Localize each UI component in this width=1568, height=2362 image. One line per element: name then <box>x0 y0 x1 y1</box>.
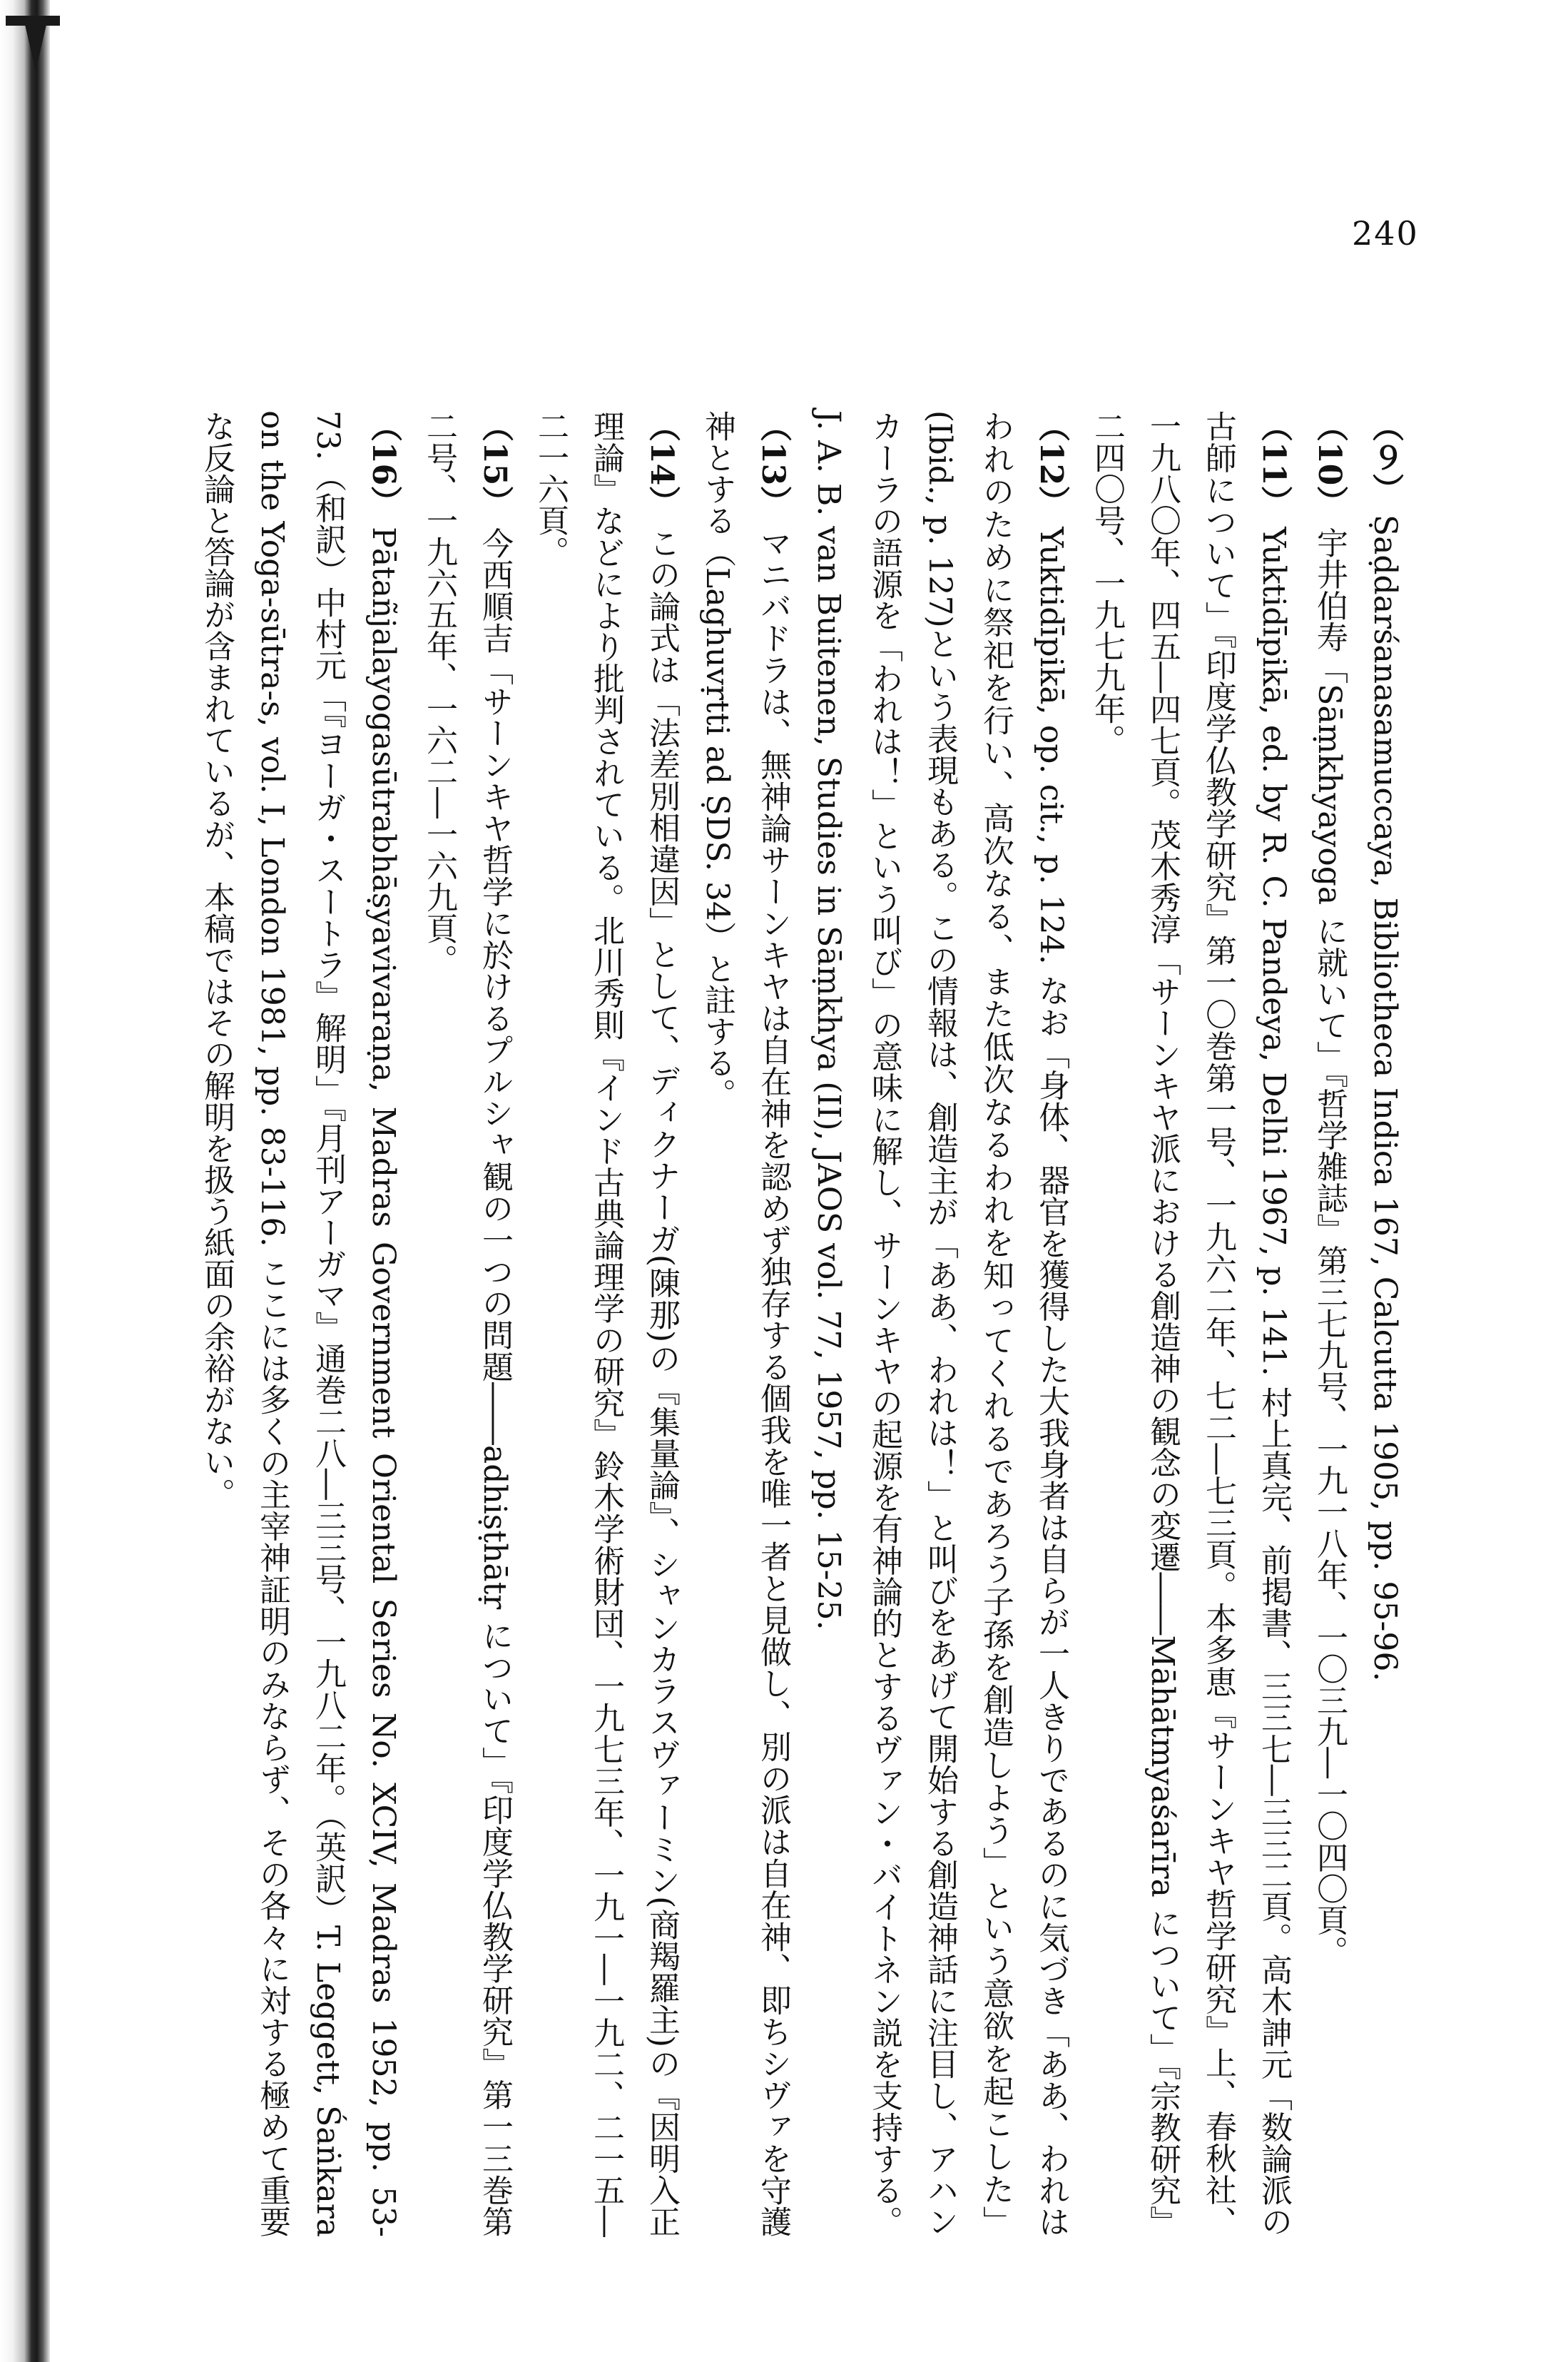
spine-mark-wedge <box>24 21 47 71</box>
footnote-text: Pātañjalayogasūtrabhāṣyavivaraṇa, Madras Government Oriental Series No. XCIV, Madras 1952, pp. 53-73.（和訳）中村元「『ヨーガ・スートラ』解明」『月刊アーガマ』通巻二八―三三号、一九八二年。（英訳）T. Leggett, Śaṅkara on the Yoga-sūtra-s, vol. I, London 1981, pp. 83-116. ここには多くの主宰神証明のみならず、その各々に対する極めて重要な反論と答論が含まれているが、本稿ではその解明を扱う紙面の余裕がない。 <box>198 410 402 2237</box>
footnote-number: （10） <box>1311 410 1348 517</box>
footnote-number: （12） <box>1033 410 1069 517</box>
footnote-10 <box>1301 410 1357 2237</box>
footnote-12 <box>800 410 1079 2237</box>
footnote-13 <box>689 410 800 2237</box>
footnote-9 <box>1357 410 1412 2237</box>
footnote-number: （16） <box>365 410 402 517</box>
footnote-text: Yuktidīpikā, ed. by R. C. Pandeya, Delhi 1967, p. 141. 村上真完、前掲書、三三七―三三二頁。高木訷元「数論派の古師について」『印度学仏教学研究』第一〇巻第一号、一九六二年、七二―七三頁。本多恵『サーンキヤ哲学研究』上、春秋社、一九八〇年、四五―四七頁。茂木秀淳「サーンキヤ派における創造神の観念の変遷――Māhātmyaśarīra について」『宗教研究』二四〇号、一九七九年。 <box>1089 410 1292 2238</box>
footnote-text: この論式は「法差別相違因」として、ディクナーガ(陳那)の『集量論』、シャンカラスヴァーミン(商羯羅主)の『因明入正理論』などにより批判されている。北川秀則『インド古典論理学の研究』鈴木学術財団、一九七三年、一九一―一九二、二一五―二一六頁。 <box>532 410 680 2237</box>
footnote-number: （15） <box>477 410 513 517</box>
footnote-number: （14） <box>643 410 680 517</box>
page-number: 240 <box>1352 214 1419 253</box>
footnote-text: 宇井伯寿「Sāṃkhyayoga に就いて」『哲学雑誌』第三七九号、一九一八年、一〇三九―一〇四〇頁。 <box>1311 527 1348 1967</box>
footnote-14 <box>522 410 689 2237</box>
footnote-text: Yuktidīpikā, op. cit., p. 124. なお「身体、器官を獲得した大我身者は自らが一人きりであるのに気づき「ああ、われはわれのために祭祀を行い、高次なる、また低次なるわれを知ってくれるであろう子孫を創造しよう」という意欲を起こした」(Ibid., p. 127)という表現もある。この情報は、創造主が「ああ、われは！」と叫びをあげて開始する創造神話に注目し、アハンカーラの語源を「われは！」という叫び」の意味に解し、サーンキヤの起源を有神論的とするヴァン・バイトネン説を支持する。J. A. B. van Buitenen, Studies in Sāṃkhya (II), JAOS vol. 77, 1957, pp. 15-25. <box>810 410 1069 2238</box>
footnote-text: 今西順吉「サーンキヤ哲学に於けるプルシャ観の一つの問題――adhiṣṭhātṛ について」『印度学仏教学研究』第一三巻第二号、一九六五年、一六二―一六九頁。 <box>421 410 513 2237</box>
footnote-number: （13） <box>755 410 791 517</box>
footnote-16 <box>188 410 411 2237</box>
book-spine-shadow <box>0 0 50 2362</box>
footnote-11 <box>1079 410 1301 2237</box>
footnote-number: （９） <box>1367 410 1403 505</box>
footnote-15 <box>411 410 522 2237</box>
footnotes-block <box>198 410 1412 2238</box>
footnote-text: Ṣaḍdarśanasamuccaya, Bibliotheca Indica 167, Calcutta 1905, pp. 95-96. <box>1367 515 1403 1682</box>
footnote-text: マニバドラは、無神論サーンキヤは自在神を認めず独存する個我を唯一者と見做し、別の派は自在神、即ちシヴァを守護神とする（Laghuvṛtti ad ṢDS. 34）と註する。 <box>699 410 791 2237</box>
footnote-number: （11） <box>1256 410 1292 517</box>
